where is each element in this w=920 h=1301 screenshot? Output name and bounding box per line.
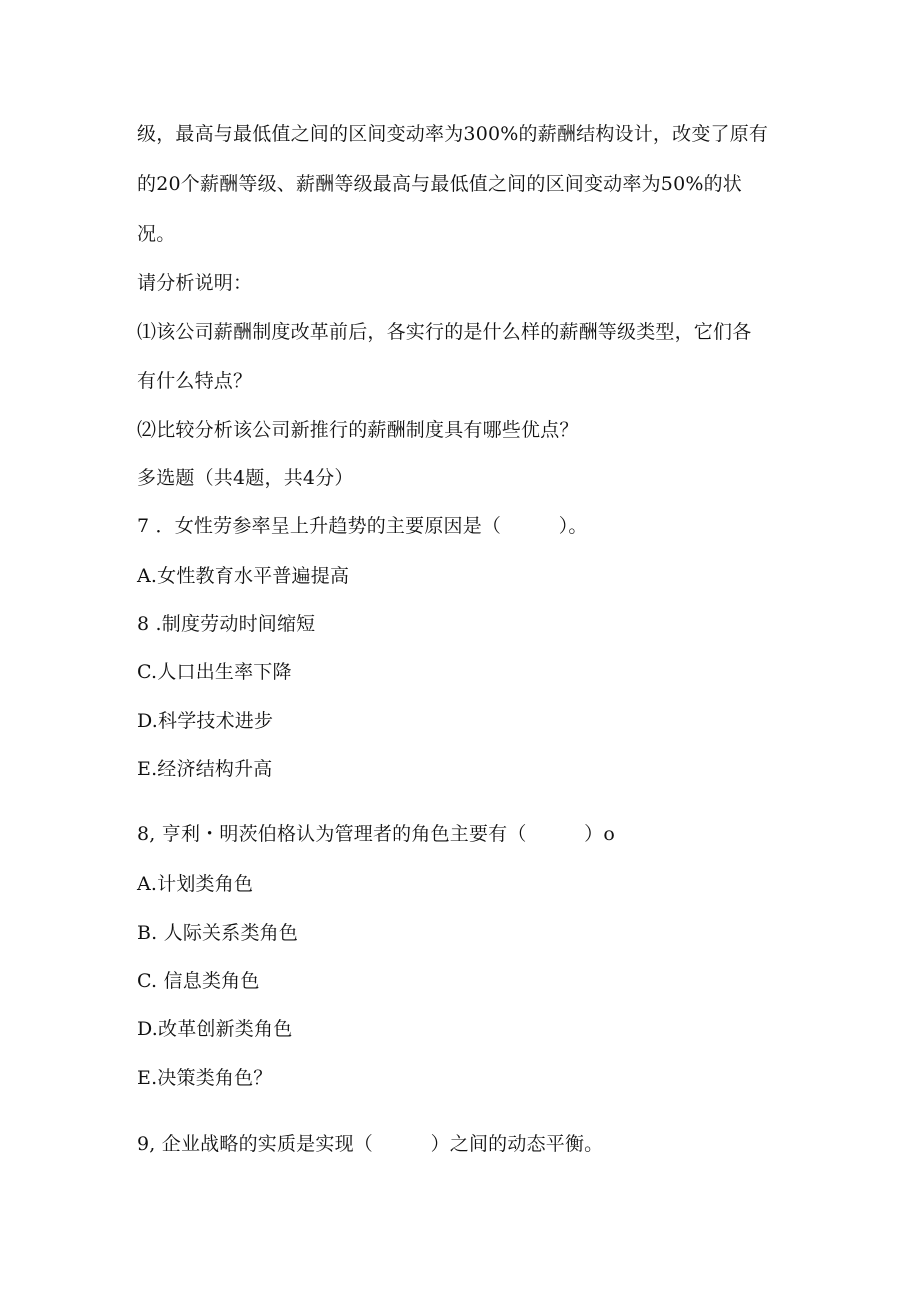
q7-option-b: 8 .制度劳动时间缩短 bbox=[137, 613, 316, 635]
question-1-line-2: 有什么特点？ bbox=[137, 370, 253, 392]
q8-option-e: E.决策类角色？ bbox=[137, 1067, 273, 1089]
q8-option-d: D.改革创新类角色 bbox=[137, 1018, 293, 1040]
q7-option-e: E.经济结构升高 bbox=[137, 758, 273, 780]
q8-stem: 8, 亨利・明茨伯格认为管理者的角色主要有（ ）o bbox=[137, 823, 616, 845]
q8-option-b: B. 人际关系类角色 bbox=[137, 922, 299, 944]
q7-stem: 7 ．女性劳参率呈上升趋势的主要原因是（ ）。 bbox=[137, 515, 588, 537]
q9-stem: 9, 企业战略的实质是实现（ ）之间的动态平衡。 bbox=[137, 1133, 604, 1155]
q8-option-a: A.计划类角色 bbox=[137, 873, 254, 895]
paragraph-line-1: 级，最高与最低值之间的区间变动率为300%的薪酬结构设计，改变了原有 bbox=[137, 123, 769, 145]
q8-option-c: C. 信息类角色 bbox=[137, 970, 260, 992]
q7-option-c: C.人口出生率下降 bbox=[137, 661, 292, 683]
q7-option-d: D.科学技术进步 bbox=[137, 710, 274, 732]
question-2-text: ⑵比较分析该公司新推行的薪酬制度具有哪些优点？ bbox=[137, 419, 579, 441]
q7-option-a: A.女性教育水平普遍提高 bbox=[137, 565, 350, 587]
paragraph-line-3: 况。 bbox=[137, 223, 176, 245]
question-1-line-1: ⑴该公司薪酬制度改革前后，各实行的是什么样的薪酬等级类型，它们各 bbox=[137, 321, 752, 343]
section-heading: 多选题（共4题，共4分） bbox=[137, 467, 354, 489]
prompt-text: 请分析说明： bbox=[137, 272, 253, 294]
paragraph-line-2: 的20个薪酬等级、薪酬等级最高与最低值之间的区间变动率为50%的状 bbox=[137, 173, 743, 195]
